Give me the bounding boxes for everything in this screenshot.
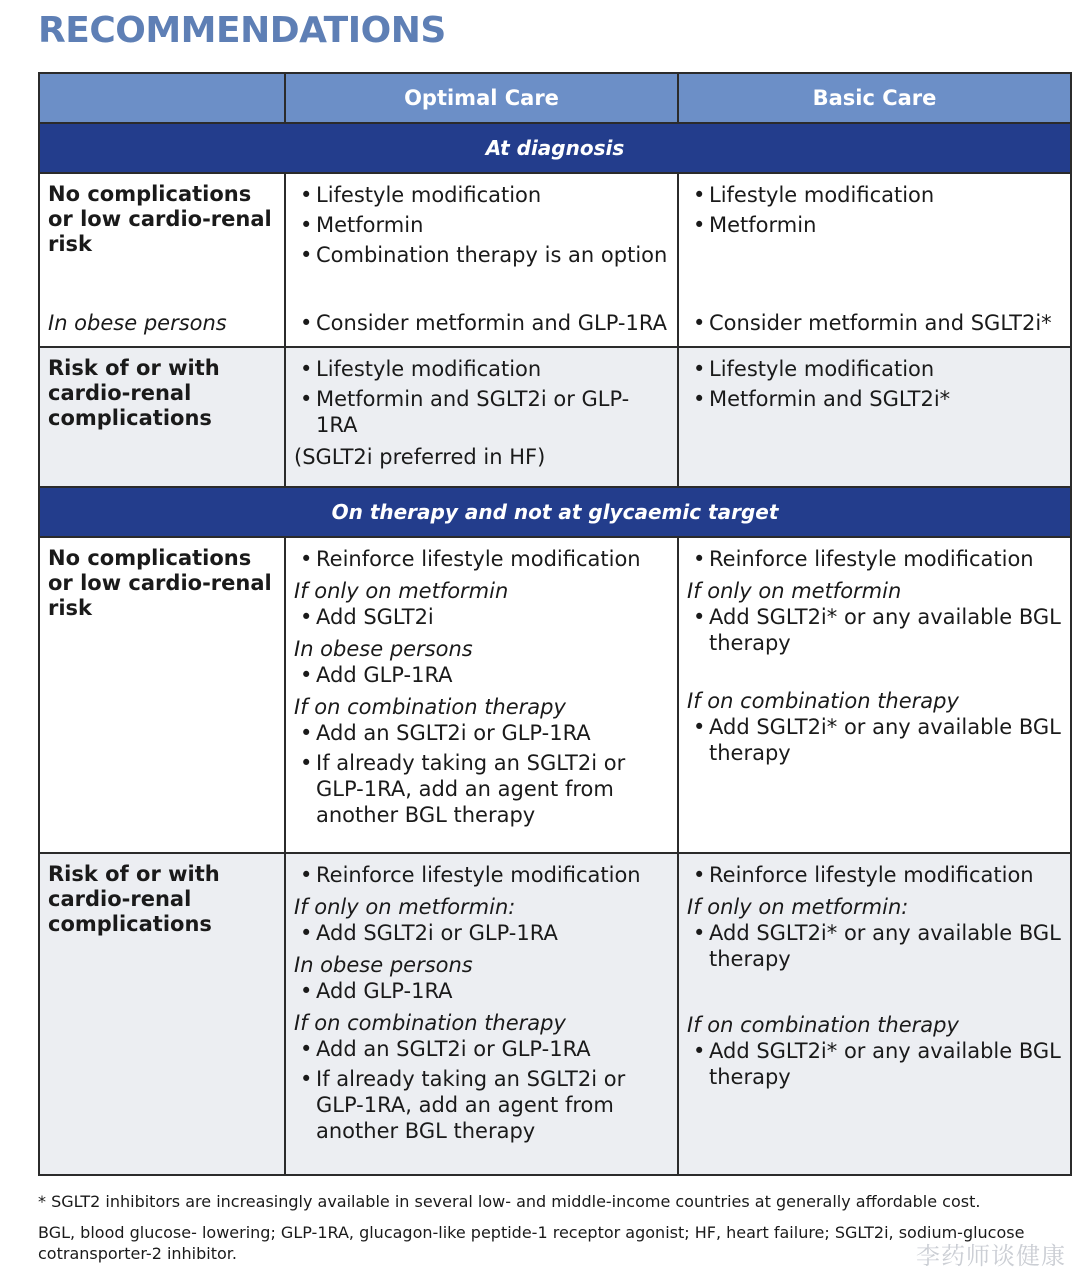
table-row — [39, 537, 1071, 853]
list-item: • Combination therapy is an option — [294, 242, 669, 268]
sub-heading: If on combination therapy — [687, 689, 959, 713]
header-empty — [39, 73, 285, 123]
watermark: 李药师谈健康 — [916, 1242, 1066, 1270]
list-item: • Consider metformin and GLP-1RA — [294, 310, 667, 336]
list-item: • Lifestyle modification — [687, 356, 1062, 382]
list-item: • Add an SGLT2i or GLP-1RA — [294, 1036, 669, 1062]
section-title-diagnosis: At diagnosis — [39, 123, 1071, 173]
list-item: • Add GLP-1RA — [294, 978, 669, 1004]
header-optimal-care: Optimal Care — [285, 73, 678, 123]
sub-heading: In obese persons — [294, 953, 473, 977]
row-label-cell — [39, 347, 285, 487]
list-item: • Add SGLT2i* or any available BGL therapy — [687, 604, 1062, 656]
list-item: • Lifestyle modification — [687, 182, 1062, 208]
sub-heading: In obese persons — [294, 637, 473, 661]
basic-cell — [678, 537, 1071, 853]
list-item: • Consider metformin and SGLT2i* — [687, 310, 1052, 336]
table-row — [39, 853, 1071, 1175]
optimal-cell — [285, 537, 678, 853]
sub-heading: If on combination therapy — [294, 695, 566, 719]
list-item: • Add an SGLT2i or GLP-1RA — [294, 720, 669, 746]
sub-heading: If only on metformin — [687, 579, 902, 603]
row-label: No complications or low cardio-renal risk — [48, 546, 272, 620]
header-basic-care: Basic Care — [678, 73, 1071, 123]
basic-cell — [678, 347, 1071, 487]
row-label-cell — [39, 537, 285, 853]
sub-heading: If on combination therapy — [294, 1011, 566, 1035]
note-text: (SGLT2i preferred in HF) — [294, 445, 546, 469]
section-row-therapy — [39, 487, 1071, 537]
sub-heading: If on combination therapy — [687, 1013, 959, 1037]
footnote-abbreviations: BGL, blood glucose- lowering; GLP-1RA, glucagon-like peptide-1 receptor agonist; HF, heart failure; SGLT2i, sodium-glucose cotransporter-2 inhibitor. — [38, 1223, 1025, 1263]
row-label: No complications or low cardio-renal risk — [48, 182, 272, 256]
list-item: • Metformin — [687, 212, 1062, 238]
row-sublabel: In obese persons — [48, 311, 227, 335]
row-label-cell — [39, 853, 285, 1175]
list-item: • Add SGLT2i* or any available BGL therapy — [687, 1038, 1062, 1090]
basic-cell — [678, 173, 1071, 347]
optimal-cell — [285, 853, 678, 1175]
list-item: • Reinforce lifestyle modification — [294, 546, 669, 572]
list-item: • If already taking an SGLT2i or GLP-1RA, add an agent from another BGL therapy — [294, 750, 669, 828]
section-row-diagnosis — [39, 123, 1071, 173]
sub-heading: If only on metformin: — [294, 895, 516, 919]
list-item: • If already taking an SGLT2i or GLP-1RA, add an agent from another BGL therapy — [294, 1066, 669, 1144]
sub-heading: If only on metformin: — [687, 895, 909, 919]
row-label-cell — [39, 173, 285, 347]
list-item: • Metformin — [294, 212, 669, 238]
optimal-cell — [285, 347, 678, 487]
page-title: RECOMMENDATIONS — [38, 10, 446, 51]
list-item: • Reinforce lifestyle modification — [687, 862, 1062, 888]
list-item: • Metformin and SGLT2i or GLP-1RA — [294, 386, 669, 438]
list-item: • Reinforce lifestyle modification — [687, 546, 1062, 572]
list-item: • Reinforce lifestyle modification — [294, 862, 669, 888]
basic-cell — [678, 853, 1071, 1175]
table-row — [39, 347, 1071, 487]
list-item: • Add SGLT2i or GLP-1RA — [294, 920, 669, 946]
row-label: Risk of or with cardio-renal complications — [48, 862, 220, 936]
row-label: Risk of or with cardio-renal complications — [48, 356, 220, 430]
list-item: • Add SGLT2i* or any available BGL therapy — [687, 920, 1062, 972]
table-row — [39, 173, 1071, 347]
list-item: • Add GLP-1RA — [294, 662, 669, 688]
list-item: • Lifestyle modification — [294, 356, 669, 382]
footnote-asterisk: * SGLT2 inhibitors are increasingly available in several low- and middle-income countries at generally affordable cost. — [38, 1192, 981, 1211]
recommendations-table — [38, 72, 1072, 1176]
optimal-cell — [285, 173, 678, 347]
sub-heading: If only on metformin — [294, 579, 509, 603]
section-title-therapy: On therapy and not at glycaemic target — [39, 487, 1071, 537]
list-item: • Metformin and SGLT2i* — [687, 386, 1062, 412]
table-header-row — [39, 73, 1071, 123]
list-item: • Lifestyle modification — [294, 182, 669, 208]
list-item: • Add SGLT2i — [294, 604, 669, 630]
list-item: • Add SGLT2i* or any available BGL therapy — [687, 714, 1062, 766]
